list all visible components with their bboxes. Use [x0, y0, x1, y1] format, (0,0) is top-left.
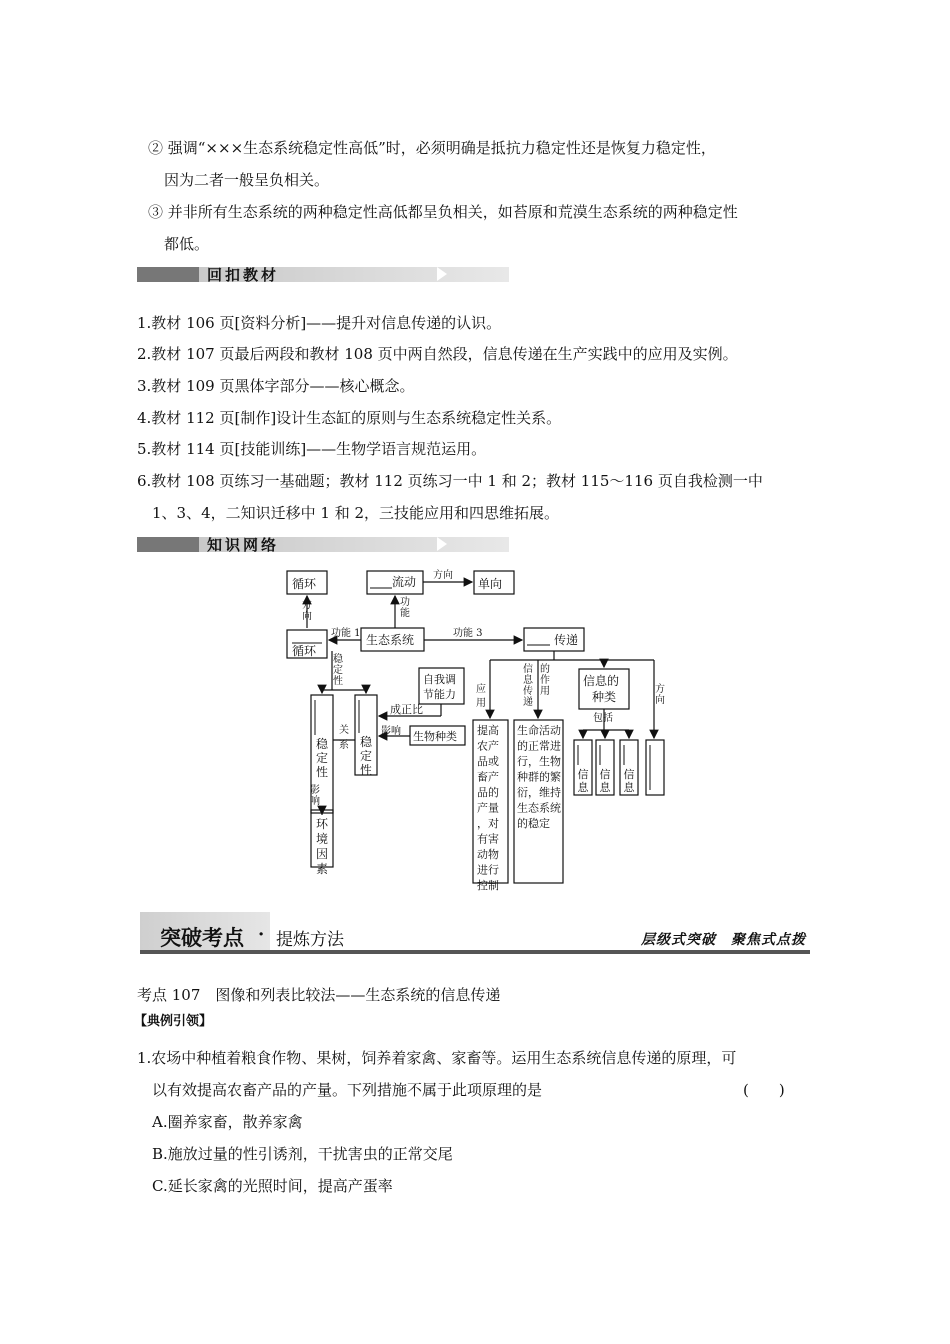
- dg-direction: [655, 682, 665, 706]
- dg-info-transfer: [523, 662, 534, 708]
- dg-box-line: 产量: [477, 801, 499, 815]
- dg-apply: [476, 682, 486, 709]
- dg-loop: 循环: [292, 577, 317, 591]
- option-c: C.延长家禽的光照时间，提高产蛋率: [152, 1177, 393, 1195]
- svg-text:性: 性: [359, 763, 373, 777]
- note-2-line-1: ② 强调“×××生态系统稳定性高低”时，必须明确是抵抗力稳定性还是恢复力稳定性，: [148, 139, 716, 157]
- svg-text:因: 因: [315, 847, 329, 861]
- breakthrough-banner: [140, 912, 810, 954]
- dg-info-type: [583, 673, 619, 704]
- dg-dir1: [302, 598, 312, 622]
- svg-text:稳: 稳: [359, 735, 373, 749]
- section-title-network: 知识网络: [207, 536, 280, 554]
- dg-transfer: 传递: [554, 633, 579, 647]
- svg-text:信息的: 信息的: [583, 674, 620, 688]
- dg-box-line: 动物: [477, 848, 499, 861]
- dg-env: [316, 817, 329, 876]
- question-line-1: 1.农场中种植着粮食作物、果树，饲养着家禽、家畜等。运用生态系统信息传递的原理，可: [137, 1049, 737, 1067]
- svg-text:系: 系: [339, 740, 349, 751]
- svg-text:功: 功: [400, 597, 410, 608]
- dg-box-line: 品或: [477, 755, 499, 768]
- note-3-line-1: ③ 并非所有生态系统的两种稳定性高低都呈负相关，如苔原和荒漠生态系统的两种稳定性: [148, 203, 738, 221]
- svg-text:稳: 稳: [333, 654, 343, 665]
- svg-text:自我调: 自我调: [423, 673, 456, 686]
- dg-func3: 功能 3: [453, 628, 483, 639]
- dg-species: 生物种类: [413, 730, 457, 743]
- svg-text:定: 定: [333, 665, 343, 676]
- banner-dot: ·: [258, 924, 265, 945]
- dg-eco: 生态系统: [366, 633, 415, 647]
- svg-text:信: 信: [623, 768, 635, 781]
- dg-box-line: 的正常进: [517, 739, 561, 753]
- dg-box-line: 提高: [477, 724, 499, 737]
- dg-box-line: 畜产: [477, 770, 499, 784]
- dg-func1: 功能 1: [331, 628, 361, 639]
- question-line-2: 以有效提高农畜产品的产量。下列措施不属于此项原理的是: [152, 1081, 543, 1099]
- dg-flow: 流动: [392, 575, 417, 589]
- svg-text:关: 关: [339, 725, 349, 736]
- dg-include: 包括: [593, 713, 613, 724]
- dg-one-way: 单向: [478, 577, 503, 591]
- svg-text:传: 传: [523, 686, 533, 697]
- dg-box-line: 农产: [477, 739, 499, 753]
- note-2-line-2: 因为二者一般呈负相关。: [164, 171, 330, 189]
- dg-box-line: 生态系统: [517, 801, 561, 815]
- kaodian-title: 考点 107 图像和列表比较法——生态系统的信息传递: [137, 986, 501, 1004]
- dg-its-role: [540, 663, 550, 697]
- note-3-line-2: 都低。: [164, 235, 210, 253]
- dg-box-line: 的稳定: [517, 817, 550, 830]
- dg-self-reg: [423, 672, 456, 701]
- review-item-2: 2.教材 107 页最后两段和教材 108 页中两自然段，信息传递在生产实践中的应用及实例。: [137, 345, 738, 363]
- review-item-3: 3.教材 109 页黑体字部分——核心概念。: [137, 377, 415, 395]
- dg-role-box: [517, 723, 561, 830]
- svg-text:息: 息: [599, 781, 611, 794]
- svg-text:素: 素: [315, 862, 329, 876]
- dg-info3: [624, 767, 636, 794]
- svg-text:信: 信: [599, 768, 611, 781]
- svg-text:的: 的: [540, 664, 550, 675]
- svg-text:方: 方: [655, 684, 665, 695]
- dg-box-line: 控制: [477, 879, 499, 892]
- svg-text:向: 向: [655, 695, 665, 706]
- option-b: B.施放过量的性引诱剂，干扰害虫的正常交尾: [152, 1145, 453, 1163]
- review-item-4: 4.教材 112 页[制作]设计生态缸的原则与生态系统稳定性关系。: [137, 409, 562, 427]
- review-item-1: 1.教材 106 页[资料分析]——提升对信息传递的认识。: [137, 314, 502, 332]
- svg-text:节能力: 节能力: [423, 688, 456, 701]
- svg-text:响: 响: [310, 796, 320, 807]
- dg-box-line: 有害: [477, 832, 499, 846]
- svg-text:信: 信: [523, 664, 533, 675]
- dg-relation: [339, 724, 349, 751]
- svg-text:息: 息: [623, 781, 635, 794]
- dg-info1: [578, 767, 590, 794]
- dg-influence1: 影响: [381, 726, 401, 737]
- answer-paren: ( ): [743, 1081, 785, 1099]
- option-a: A.圈养家畜，散养家禽: [152, 1113, 303, 1131]
- section-title-review: 回扣教材: [207, 266, 280, 284]
- dg-info2: [600, 767, 612, 794]
- svg-text:息: 息: [577, 781, 589, 794]
- dg-blank-loop: 循环: [292, 644, 317, 658]
- svg-text:性: 性: [333, 676, 343, 687]
- svg-text:影: 影: [310, 785, 320, 796]
- svg-text:方: 方: [302, 600, 312, 611]
- example-guide-label: 【典例引领】: [134, 1014, 213, 1029]
- dg-box-line: ，对: [477, 817, 499, 830]
- banner-right: 层级式突破 聚焦式点拨: [641, 932, 806, 948]
- svg-text:能: 能: [400, 608, 410, 619]
- review-item-6-continued: 1、3、4，二知识迁移中 1 和 2，三技能应用和四思维拓展。: [152, 504, 560, 522]
- svg-text:定: 定: [359, 749, 373, 763]
- svg-text:境: 境: [315, 832, 329, 846]
- review-item-5: 5.教材 114 页[技能训练]——生物学语言规范运用。: [137, 440, 487, 458]
- svg-text:用: 用: [476, 698, 486, 709]
- svg-text:作: 作: [540, 675, 550, 686]
- dg-func2: [400, 595, 410, 619]
- banner-title: 突破考点: [160, 926, 244, 950]
- dg-influence2: [310, 784, 320, 807]
- svg-text:递: 递: [523, 697, 533, 708]
- dg-stability: [333, 652, 344, 687]
- dg-box-line: 衍，维持: [517, 786, 561, 799]
- dg-stab-b: [360, 735, 373, 777]
- dg-apply-box: [477, 723, 499, 892]
- dg-stab-a: [316, 737, 329, 779]
- dg-dir-top: 方向: [433, 570, 453, 581]
- dg-box-line: 生命活动: [517, 724, 561, 737]
- dg-box-line: 种群的繁: [517, 770, 561, 784]
- svg-text:种类: 种类: [592, 690, 617, 704]
- review-item-6: 6.教材 108 页练习一基础题；教材 112 页练习一中 1 和 2；教材 115～116 页自我检测一中: [137, 472, 763, 490]
- dg-box-line: 品的: [477, 786, 499, 799]
- dg-pos-corr: 成正比: [390, 703, 423, 716]
- svg-text:息: 息: [523, 675, 533, 686]
- svg-text:环: 环: [315, 817, 329, 831]
- svg-text:应: 应: [476, 684, 486, 695]
- svg-text:定: 定: [315, 751, 329, 765]
- svg-text:用: 用: [540, 686, 550, 697]
- svg-text:稳: 稳: [315, 737, 329, 751]
- svg-text:性: 性: [315, 765, 329, 779]
- svg-text:向: 向: [302, 611, 312, 622]
- banner-subtitle: 提炼方法: [276, 930, 344, 950]
- svg-text:信: 信: [577, 768, 589, 781]
- dg-box-line: 行，生物: [517, 755, 561, 768]
- dg-box-line: 进行: [477, 863, 499, 877]
